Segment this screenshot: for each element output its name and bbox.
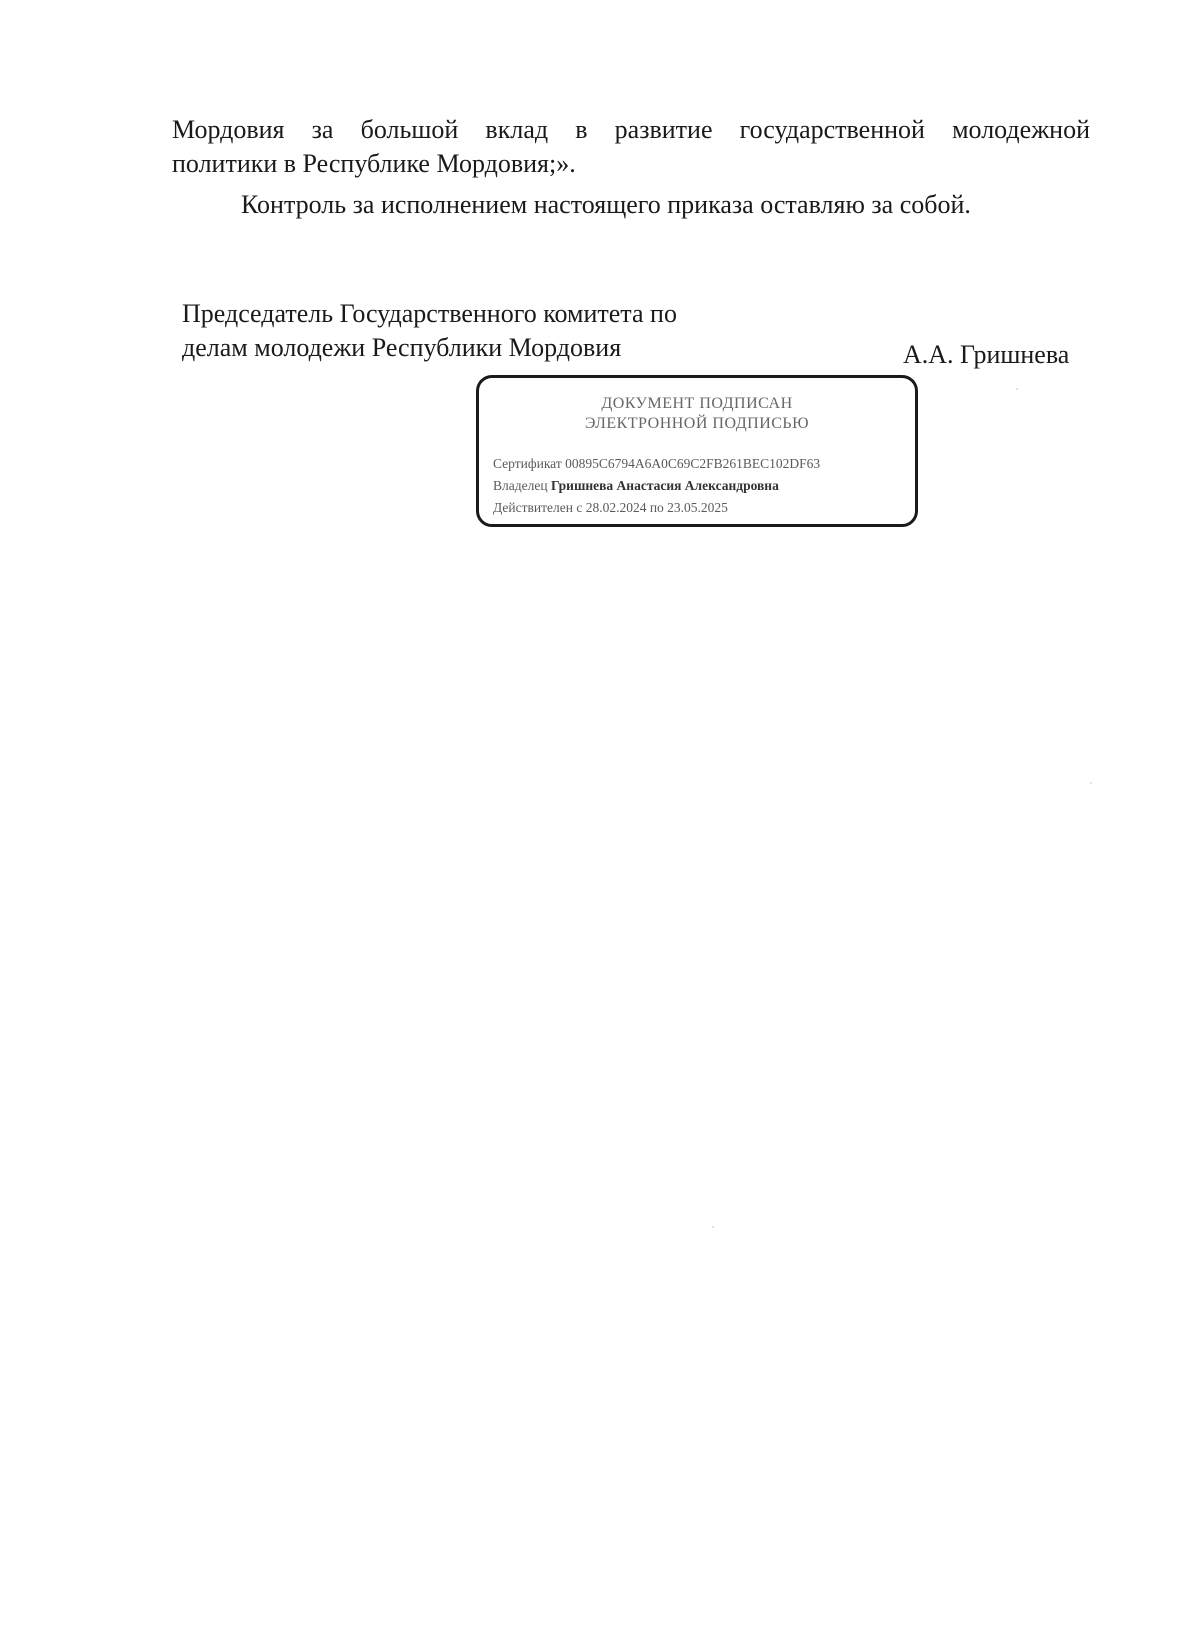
valid-from-label: с (576, 500, 583, 515)
valid-from-date: 28.02.2024 (585, 500, 647, 515)
valid-to-date: 23.05.2025 (667, 500, 728, 515)
control-clause: Контроль за исполнением настоящего приказа оставляю за собой. (241, 190, 971, 219)
valid-label: Действителен (493, 500, 573, 515)
signatory-name: А.А. Гришнева (903, 340, 1070, 369)
stamp-certificate-row (493, 453, 820, 475)
stamp-header-line-2: ЭЛЕКТРОННОЙ ПОДПИСЬЮ (584, 415, 810, 432)
certificate-label: Сертификат (493, 456, 562, 471)
signatory-title (182, 297, 677, 365)
scan-speck (712, 1226, 714, 1228)
electronic-signature-stamp (476, 375, 918, 527)
paragraph-continuation (172, 113, 1090, 181)
stamp-details (493, 453, 820, 519)
owner-label: Владелец (493, 478, 548, 493)
signatory-title-line-1: Председатель Государственного комитета по (182, 299, 677, 328)
stamp-header (479, 394, 915, 434)
certificate-value: 00895C6794A6A0C69C2FB261BEC102DF63 (565, 456, 821, 471)
signatory-title-line-2: делам молодежи Республики Мордовия (182, 333, 622, 362)
paragraph-line-2: политики в Республике Мордовия;». (172, 149, 576, 178)
valid-to-label: по (649, 500, 664, 515)
owner-value: Гришнева Анастасия Александровна (550, 478, 779, 493)
scan-speck (1016, 388, 1018, 390)
scan-speck (1090, 782, 1092, 784)
stamp-header-line-1: ДОКУМЕНТ ПОДПИСАН (601, 395, 793, 412)
stamp-owner-row (493, 475, 820, 497)
paragraph-line-1: Мордовия за большой вклад в развитие государственной молодежной (172, 115, 1090, 144)
stamp-validity-row (493, 497, 820, 519)
